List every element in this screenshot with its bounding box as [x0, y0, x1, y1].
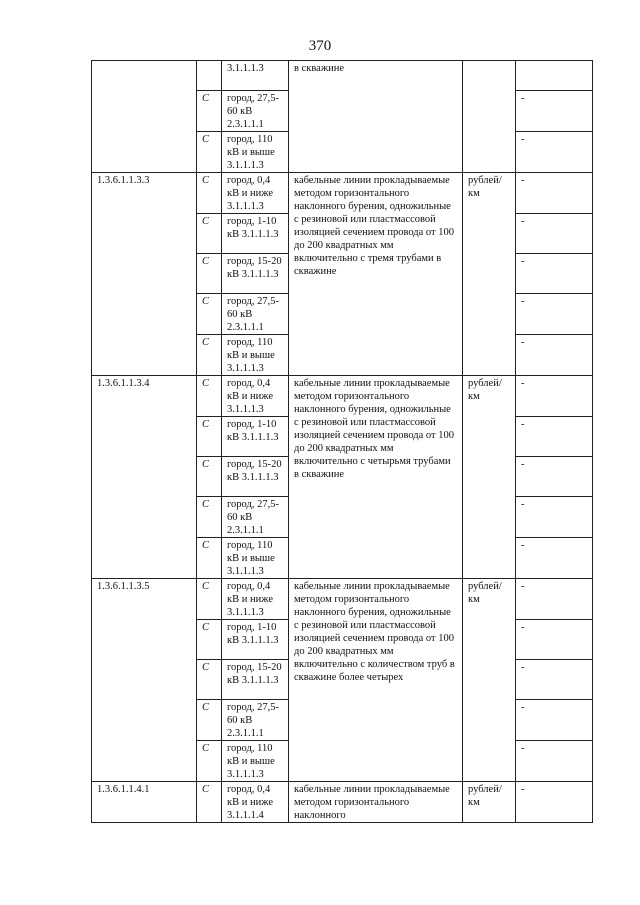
value-cell: -	[516, 497, 593, 538]
unit-cell: рублей/ км	[463, 579, 516, 782]
description-cell: кабельные линии прокладываемые методом горизонтального наклонного бурения, одножильные с резиновой или пластмассовой изоляцией сечением провода от 100 до 200 квадратных мм включительно с тремя трубами в скважине	[289, 173, 463, 376]
value-cell: -	[516, 700, 593, 741]
table-row	[92, 782, 593, 823]
type-cell: С	[197, 782, 222, 823]
value-cell: -	[516, 335, 593, 376]
type-cell	[197, 61, 222, 91]
table-row	[92, 376, 593, 417]
type-cell: С	[197, 91, 222, 132]
value-cell: -	[516, 132, 593, 173]
area-cell: город, 0,4 кВ и ниже 3.1.1.1.4	[222, 782, 289, 823]
value-cell: -	[516, 376, 593, 417]
tariff-table	[91, 60, 593, 823]
type-cell: С	[197, 700, 222, 741]
unit-cell: рублей/ км	[463, 782, 516, 823]
type-cell: С	[197, 173, 222, 214]
area-cell: город, 110 кВ и выше 3.1.1.1.3	[222, 741, 289, 782]
type-cell: С	[197, 620, 222, 660]
type-cell: С	[197, 132, 222, 173]
page-number: 370	[308, 38, 332, 54]
code-cell: 1.3.6.1.1.3.3	[92, 173, 197, 376]
value-cell: -	[516, 294, 593, 335]
area-cell: город, 110 кВ и выше 3.1.1.1.3	[222, 132, 289, 173]
area-cell: город, 1-10 кВ 3.1.1.1.3	[222, 417, 289, 457]
type-cell: С	[197, 254, 222, 294]
value-cell: -	[516, 741, 593, 782]
type-cell: С	[197, 660, 222, 700]
value-cell: -	[516, 620, 593, 660]
value-cell: -	[516, 579, 593, 620]
area-cell: город, 110 кВ и выше 3.1.1.1.3	[222, 538, 289, 579]
code-cell: 1.3.6.1.1.3.4	[92, 376, 197, 579]
type-cell: С	[197, 335, 222, 376]
area-cell: город, 0,4 кВ и ниже 3.1.1.1.3	[222, 173, 289, 214]
description-cell: кабельные линии прокладываемые методом горизонтального наклонного	[289, 782, 463, 823]
area-cell: город, 110 кВ и выше 3.1.1.1.3	[222, 335, 289, 376]
type-cell: С	[197, 294, 222, 335]
value-cell: -	[516, 254, 593, 294]
area-cell: город, 27,5-60 кВ 2.3.1.1.1	[222, 497, 289, 538]
code-cell	[92, 61, 197, 173]
area-cell: город, 27,5-60 кВ 2.3.1.1.1	[222, 700, 289, 741]
value-cell: -	[516, 173, 593, 214]
area-cell: город, 15-20 кВ 3.1.1.1.3	[222, 457, 289, 497]
area-cell: город, 27,5-60 кВ 2.3.1.1.1	[222, 91, 289, 132]
type-cell: С	[197, 579, 222, 620]
area-cell: 3.1.1.1.3	[222, 61, 289, 91]
unit-cell	[463, 61, 516, 173]
area-cell: город, 1-10 кВ 3.1.1.1.3	[222, 214, 289, 254]
value-cell: -	[516, 457, 593, 497]
value-cell	[516, 61, 593, 91]
unit-cell: рублей/ км	[463, 376, 516, 579]
table-row	[92, 173, 593, 214]
value-cell: -	[516, 417, 593, 457]
type-cell: С	[197, 497, 222, 538]
unit-cell: рублей/ км	[463, 173, 516, 376]
code-cell: 1.3.6.1.1.3.5	[92, 579, 197, 782]
area-cell: город, 15-20 кВ 3.1.1.1.3	[222, 254, 289, 294]
table-row	[92, 579, 593, 620]
area-cell: город, 0,4 кВ и ниже 3.1.1.1.3	[222, 579, 289, 620]
area-cell: город, 1-10 кВ 3.1.1.1.3	[222, 620, 289, 660]
type-cell: С	[197, 538, 222, 579]
type-cell: С	[197, 741, 222, 782]
value-cell: -	[516, 91, 593, 132]
type-cell: С	[197, 214, 222, 254]
value-cell: -	[516, 538, 593, 579]
value-cell: -	[516, 782, 593, 823]
description-cell: кабельные линии прокладываемые методом горизонтального наклонного бурения, одножильные с резиновой или пластмассовой изоляцией сечением провода от 100 до 200 квадратных мм включительно с четырьмя трубами в скважине	[289, 376, 463, 579]
type-cell: С	[197, 457, 222, 497]
area-cell: город, 0,4 кВ и ниже 3.1.1.1.3	[222, 376, 289, 417]
description-cell: кабельные линии прокладываемые методом горизонтального наклонного бурения, одножильные с резиновой или пластмассовой изоляцией сечением провода от 100 до 200 квадратных мм включительно с количеством труб в скважине более четырех	[289, 579, 463, 782]
type-cell: С	[197, 376, 222, 417]
description-cell: в скважине	[289, 61, 463, 173]
table-row	[92, 61, 593, 91]
area-cell: город, 15-20 кВ 3.1.1.1.3	[222, 660, 289, 700]
type-cell: С	[197, 417, 222, 457]
area-cell: город, 27,5-60 кВ 2.3.1.1.1	[222, 294, 289, 335]
value-cell: -	[516, 214, 593, 254]
value-cell: -	[516, 660, 593, 700]
code-cell: 1.3.6.1.1.4.1	[92, 782, 197, 823]
